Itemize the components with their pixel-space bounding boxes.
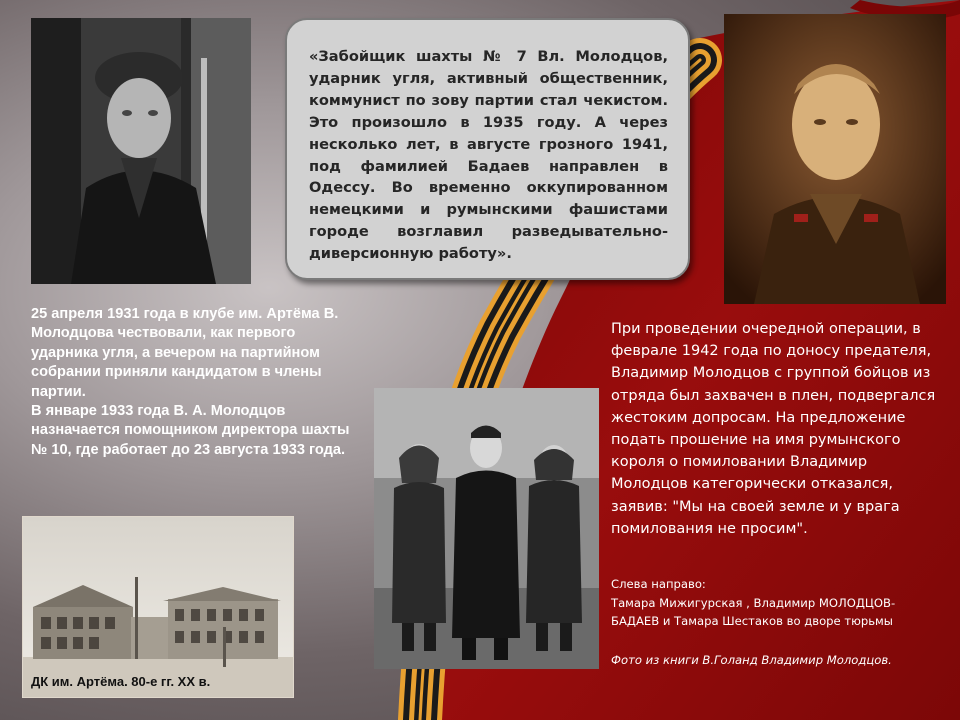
caption-line-2: Тамара Мижигурская , Владимир МОЛОДЦОВ-	[611, 595, 896, 610]
photo-dk-artema	[22, 516, 294, 698]
building-caption: ДК им. Артёма. 80-е гг. XX в.	[31, 674, 211, 689]
caption-line-1: Слева направо:	[611, 577, 706, 591]
left-text-block	[31, 305, 361, 460]
photo-group-prison-yard	[374, 388, 599, 669]
quote-box	[285, 18, 690, 280]
quote-text: «Забойщик шахты № 7 Вл. Молодцов, ударник угля, активный общественник, коммунист по зову партии стал чекистом. Это произошло в 1935 году. А через несколько лет, в августе грозного 1941, под фамилией Бадаев направлен в Одессу. Во временно оккупированном немецкими и румынскими фашистами городе возглавил разведывательно-диверсионную работу».	[309, 48, 668, 263]
left-paragraph-1: 25 апреля 1931 года в клубе им. Артёма В. Молодцова чествовали, как первого ударника угля, а вечером на партийном собрании приняли кандидатом в члены партии.	[31, 306, 339, 400]
photo-young-molodtsov	[31, 18, 251, 284]
left-paragraph-2: В январе 1933 года В. А. Молодцов назначается помощником директора шахты № 10, где работает до 23 августа 1933 года.	[31, 403, 350, 458]
photo-portrait-uniform	[724, 14, 946, 304]
right-text-block: При проведении очередной операции, в феврале 1942 года по доносу предателя, Владимир Молодцов с группой бойцов из отряда был захвачен в плен, подвергался жестоким допросам. На предложение подать прошение на имя румынского короля о помиловании Владимир Молодцов категорически отказался, заявив: "Мы на своей земле и у врага помилования не просим".	[611, 321, 936, 537]
group-photo-caption	[611, 575, 895, 631]
source-caption: Фото из книги В.Голанд Владимир Молодцов.	[611, 653, 892, 667]
caption-line-3: БАДАЕВ и Тамара Шестаков во дворе тюрьмы	[611, 614, 893, 628]
